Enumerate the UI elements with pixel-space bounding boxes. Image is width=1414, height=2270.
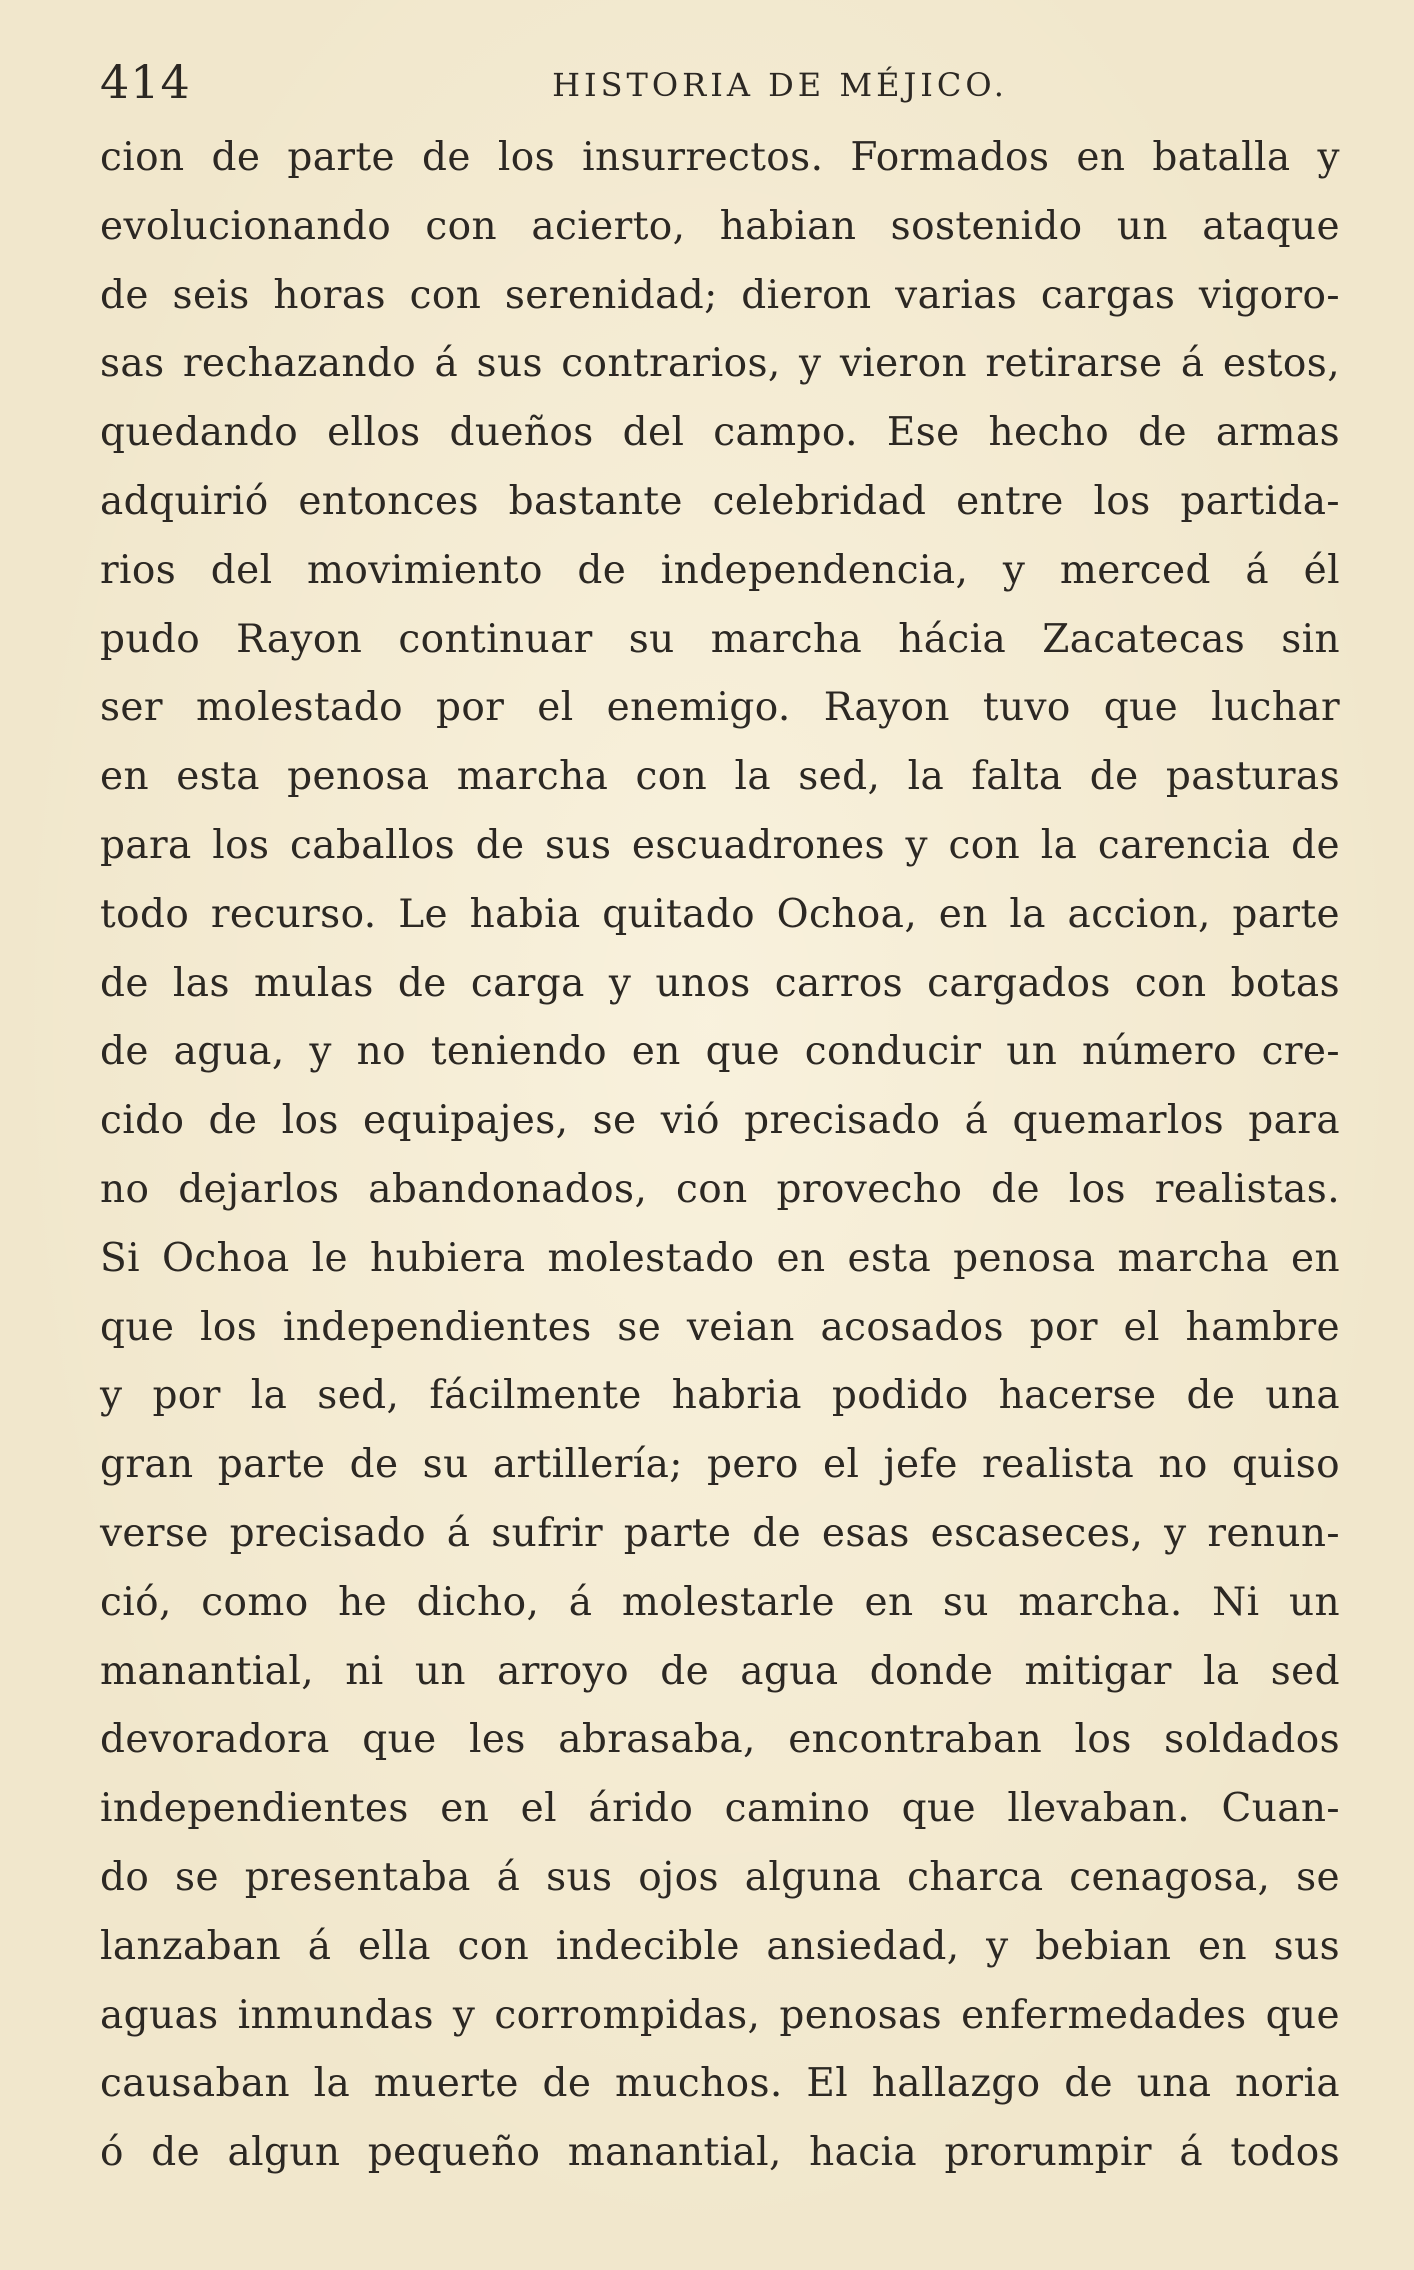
text-line: no dejarlos abandonados, con provecho de los realistas. <box>100 1166 1340 1212</box>
text-line: que los independientes se veian acosados por el hambre <box>100 1304 1340 1350</box>
text-line: cido de los equipajes, se vió precisado á quemarlos para <box>100 1098 1340 1144</box>
text-line: Si Ochoa le hubiera molestado en esta penosa marcha en <box>100 1235 1340 1281</box>
text-line: lanzaban á ella con indecible ansiedad, y bebian en sus <box>100 1923 1340 1969</box>
running-title: HISTORIA DE MÉJICO. <box>552 66 1008 104</box>
text-line: adquirió entonces bastante celebridad entre los partida- <box>100 478 1340 524</box>
text-line: devoradora que les abrasaba, encontraban los soldados <box>100 1717 1340 1763</box>
text-line: de agua, y no teniendo en que conducir un número cre- <box>100 1029 1340 1075</box>
text-line: rios del movimiento de independencia, y merced á él <box>100 547 1340 593</box>
text-line: do se presentaba á sus ojos alguna charca cenagosa, se <box>100 1854 1340 1900</box>
text-line: y por la sed, fácilmente habria podido hacerse de una <box>100 1373 1340 1419</box>
body-text <box>100 124 1340 2188</box>
text-line: verse precisado á sufrir parte de esas escaseces, y renun- <box>100 1510 1340 1556</box>
text-line: de seis horas con serenidad; dieron varias cargas vigoro- <box>100 272 1340 318</box>
text-line: sas rechazando á sus contrarios, y vieron retirarse á estos, <box>100 341 1340 387</box>
text-line: en esta penosa marcha con la sed, la falta de pasturas <box>100 754 1340 800</box>
page-number: 414 <box>100 55 191 109</box>
text-line: ser molestado por el enemigo. Rayon tuvo que luchar <box>100 685 1340 731</box>
text-line: ció, como he dicho, á molestarle en su marcha. Ni un <box>100 1579 1340 1625</box>
running-header <box>100 52 1340 112</box>
text-line: quedando ellos dueños del campo. Ese hecho de armas <box>100 410 1340 456</box>
text-line: causaban la muerte de muchos. El hallazgo de una noria <box>100 2061 1340 2107</box>
text-line: todo recurso. Le habia quitado Ochoa, en la accion, parte <box>100 891 1340 937</box>
text-line: manantial, ni un arroyo de agua donde mitigar la sed <box>100 1648 1340 1694</box>
text-line: pudo Rayon continuar su marcha hácia Zacatecas sin <box>100 616 1340 662</box>
text-line: independientes en el árido camino que llevaban. Cuan- <box>100 1786 1340 1832</box>
text-line: gran parte de su artillería; pero el jefe realista no quiso <box>100 1442 1340 1488</box>
text-line: para los caballos de sus escuadrones y con la carencia de <box>100 822 1340 868</box>
text-line: de las mulas de carga y unos carros cargados con botas <box>100 960 1340 1006</box>
text-line: ó de algun pequeño manantial, hacia prorumpir á todos <box>100 2130 1340 2176</box>
text-line: evolucionando con acierto, habian sostenido un ataque <box>100 203 1340 249</box>
text-line: aguas inmundas y corrompidas, penosas enfermedades que <box>100 1992 1340 2038</box>
text-line: cion de parte de los insurrectos. Formados en batalla y <box>100 135 1340 180</box>
